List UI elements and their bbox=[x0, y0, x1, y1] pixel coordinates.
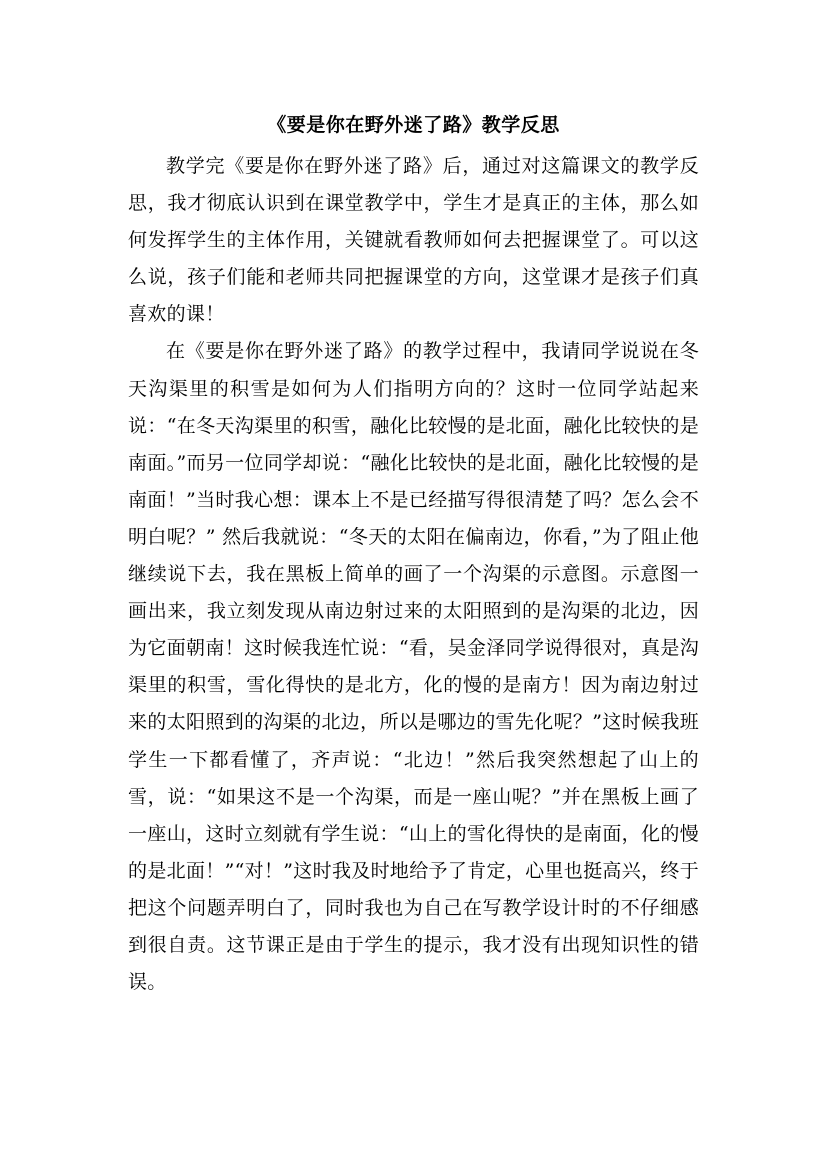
paragraph-1: 教学完《要是你在野外迷了路》后，通过对这篇课文的教学反思，我才彻底认识到在课堂教学中，学生才是真正的主体，那么如何发挥学生的主体作用，关键就看教师如何去把握课堂了。可以这么说，孩子们能和老师共同把握课堂的方向，这堂课才是孩子们真喜欢的课！ bbox=[128, 155, 699, 326]
document-title: 《要是你在野外迷了路》教学反思 bbox=[267, 114, 560, 136]
paragraph-2: 在《要是你在野外迷了路》的教学过程中，我请同学说说在冬天沟渠里的积雪是如何为人们指明方向的？这时一位同学站起来说：“在冬天沟渠里的积雪，融化比较慢的是北面，融化比较快的是南面。”而另一位同学却说：“融化比较快的是北面，融化比较慢的是南面！”当时我心想：课本上不是已经描写得很清楚了吗？怎么会不明白呢？” 然后我就说：“冬天的太阳在偏南边，你看，”为了阻止他继续说下去，我在黑板上简单的画了一个沟渠的示意图。示意图一画出来，我立刻发现从南边射过来的太阳照到的是沟渠的北边，因为它面朝南！这时候我连忙说：“看，吴金泽同学说得很对，真是沟渠里的积雪，雪化得快的是北方，化的慢的是南方！因为南边射过来的太阳照到的沟渠的北边，所以是哪边的雪先化呢？”这时候我班学生一下都看懂了，齐声说：“北边！”然后我突然想起了山上的雪，说：“如果这不是一个沟渠，而是一座山呢？”并在黑板上画了一座山，这时立刻就有学生说：“山上的雪化得快的是南面，化的慢的是北面！”“对！”这时我及时地给予了肯定，心里也挺高兴，终于把这个问题弄明白了，同时我也为自己在写教学设计时的不仔细感到很自责。这节课正是由于学生的提示，我才没有出现知识性的错误。 bbox=[128, 340, 699, 994]
document-body bbox=[128, 148, 699, 1001]
